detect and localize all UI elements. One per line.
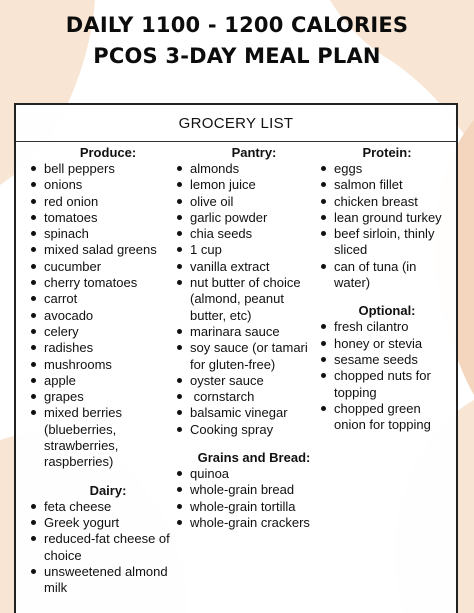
grains-heading: Grains and Bread:	[197, 450, 311, 466]
grocery-list-card	[14, 103, 458, 613]
list-item: quinoa	[174, 466, 334, 482]
list-item: cornstarch	[174, 389, 334, 405]
protein-heading: Protein:	[362, 145, 412, 160]
list-item: whole-grain crackers	[174, 515, 334, 531]
list-item: Greek yogurt	[28, 515, 188, 531]
produce-column	[28, 145, 188, 596]
list-item: whole-grain tortilla	[174, 499, 334, 515]
list-item: mixed berries (blueberries, strawberries, raspberries)	[28, 405, 152, 470]
list-item: eggs	[318, 161, 456, 177]
list-item: chopped nuts for topping	[318, 368, 449, 401]
list-item: 1 cup	[174, 242, 334, 258]
page-title-line-1: DAILY 1100 - 1200 CALORIES	[65, 13, 409, 37]
list-item: sesame seeds	[318, 352, 456, 368]
list-item: beef sirloin, thinly sliced	[318, 226, 456, 259]
list-item: chia seeds	[174, 226, 334, 242]
list-item: lemon juice	[174, 177, 334, 193]
page-header	[0, 10, 474, 72]
list-item: apple	[28, 373, 188, 389]
list-item: chicken breast	[318, 194, 456, 210]
list-item: nut butter of choice (almond, peanut butter, etc)	[174, 275, 318, 324]
list-item: honey or stevia	[318, 336, 456, 352]
dairy-heading: Dairy:	[89, 482, 127, 498]
produce-heading: Produce:	[79, 145, 137, 160]
page-title-line-2: PCOS 3-DAY MEAL PLAN	[93, 44, 381, 68]
list-item: lean ground turkey	[318, 210, 456, 226]
list-item: chopped green onion for topping	[318, 401, 449, 434]
protein-list	[318, 161, 456, 291]
optional-list	[318, 319, 456, 433]
list-item: olive oil	[174, 194, 334, 210]
list-item: avocado	[28, 308, 188, 324]
list-item: unsweetened almond milk	[28, 564, 184, 597]
list-item: oyster sauce	[174, 373, 334, 389]
list-item: grapes	[28, 389, 188, 405]
protein-column	[318, 145, 456, 433]
pantry-list	[174, 161, 334, 438]
list-item: marinara sauce	[174, 324, 334, 340]
list-item: almonds	[174, 161, 334, 177]
list-item: red onion	[28, 194, 188, 210]
list-item: carrot	[28, 291, 188, 307]
heading-divider	[16, 141, 456, 142]
list-item: onions	[28, 177, 188, 193]
list-item: soy sauce (or tamari for gluten-free)	[174, 340, 325, 373]
grocery-list-heading: GROCERY LIST	[178, 115, 294, 132]
list-item: salmon fillet	[318, 177, 456, 193]
list-item: mixed salad greens	[28, 242, 188, 258]
grains-list	[174, 466, 334, 531]
produce-list	[28, 161, 188, 471]
dairy-list	[28, 499, 188, 597]
pantry-heading: Pantry:	[231, 145, 277, 160]
pantry-column	[174, 145, 334, 531]
list-item: fresh cilantro	[318, 319, 456, 335]
list-item: radishes	[28, 340, 188, 356]
list-item: celery	[28, 324, 188, 340]
optional-heading: Optional:	[358, 303, 416, 319]
list-item: Cooking spray	[174, 422, 334, 438]
list-item: mushrooms	[28, 357, 188, 373]
list-item: garlic powder	[174, 210, 334, 226]
list-item: tomatoes	[28, 210, 188, 226]
list-item: feta cheese	[28, 499, 188, 515]
list-item: reduced-fat cheese of choice	[28, 531, 184, 564]
list-item: balsamic vinegar	[174, 405, 334, 421]
list-item: bell peppers	[28, 161, 188, 177]
list-item: can of tuna (in water)	[318, 259, 439, 292]
list-item: whole-grain bread	[174, 482, 334, 498]
list-item: cherry tomatoes	[28, 275, 188, 291]
list-item: vanilla extract	[174, 259, 334, 275]
list-item: spinach	[28, 226, 188, 242]
list-item: cucumber	[28, 259, 188, 275]
